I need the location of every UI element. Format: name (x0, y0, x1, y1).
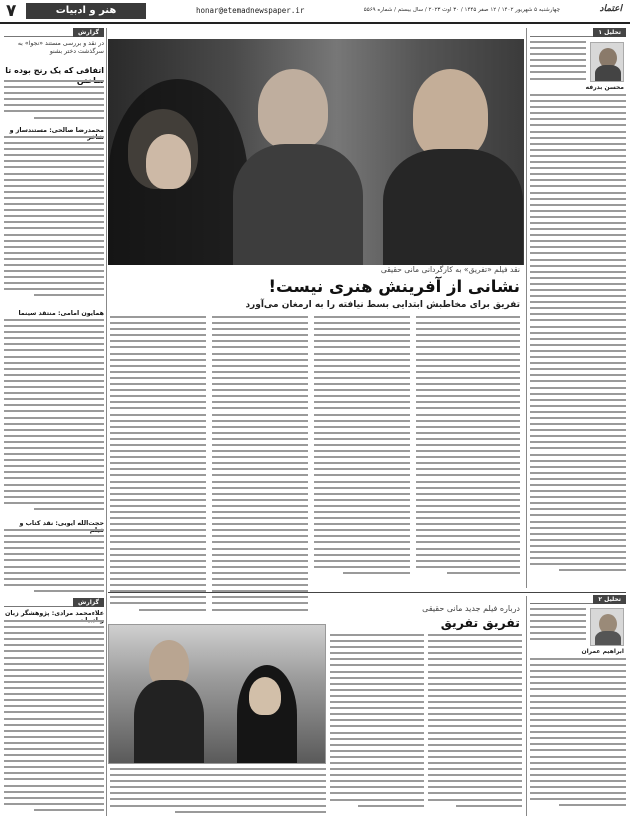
main-headline: نشانی از آفرینش هنری نیست! (268, 277, 520, 296)
main-body-col-3 (314, 316, 410, 586)
left-subhead-3: حجت‌الله ایوبی: نقد کتاب و (19, 520, 104, 527)
left-headline: اتفاقی که یک رنج بوده تا (5, 66, 104, 75)
actor-center-face (258, 69, 328, 149)
left-body-3 (4, 319, 104, 517)
actress-face-inner (146, 134, 191, 189)
second-story-title: تفریق تفریق (440, 615, 520, 630)
author-shoulders (595, 65, 621, 82)
dateline: چهارشنبه ۵ شهریور ۱۴۰۲ / ۱۲ صفر ۱۴۴۵ / ۳۰ اوت ۲۰۲۳ / سال بیستم / شماره ۵۵۶۹ (363, 7, 560, 13)
author-photo-2 (590, 608, 624, 646)
main-body-col-4 (416, 316, 520, 586)
second-story-kicker: درباره فیلم جدید مانی حقیقی (422, 604, 520, 613)
main-body-col-2 (212, 316, 308, 616)
second-body-col-2 (428, 634, 522, 816)
section-email[interactable]: honar@etemadnewspaper.ir (196, 6, 305, 15)
newspaper-logo: اعتماد (599, 4, 622, 14)
left-tagbar (4, 28, 104, 37)
author-name-2: ابراهیم عمران (581, 648, 624, 655)
actress-face-2 (249, 677, 281, 715)
left-subhead-1: محمدرضا صالحی: مستندساز و (9, 127, 104, 134)
left-body-5 (4, 620, 104, 816)
left-kicker: در نقد و بررسی مستند «نجوا» به سرگذشت دختر بشنو (17, 40, 104, 55)
right-tagbar-1 (530, 28, 626, 37)
film-still-photo (108, 39, 524, 265)
right-tag-2: تحلیل ۲ (593, 595, 626, 604)
main-caption: نقد فیلم «تفریق» به کارگردانی مانی حقیقی (380, 265, 520, 274)
section-title: هنر و ادبیات (26, 3, 146, 19)
author-name-1: محسن بدرفه (585, 84, 624, 91)
right-tagbar-2 (530, 595, 626, 604)
right-body-1 (530, 94, 626, 588)
right-body-intro-2 (530, 608, 586, 648)
author-photo-1 (590, 42, 624, 82)
right-tag-1: تحلیل ۱ (593, 28, 626, 37)
actor-right-face (413, 69, 488, 159)
actor-center-body (233, 144, 363, 265)
left-body-4 (4, 529, 104, 597)
left-body-1 (4, 80, 104, 125)
actor-right-body (383, 149, 523, 265)
page-number: ۷ (6, 1, 17, 21)
left-body-2 (4, 136, 104, 308)
left-bottom-tagbar (4, 598, 104, 607)
main-body-col-1 (110, 316, 206, 616)
column-divider (106, 28, 107, 816)
second-body-col-1 (330, 634, 424, 816)
author-shoulders-2 (595, 631, 621, 646)
left-subhead-2: همایون امامی: منتقد سینما (18, 310, 104, 317)
actor-body-2 (134, 680, 204, 764)
right-body-2 (530, 658, 626, 816)
left-tag: گزارش (73, 28, 104, 37)
right-divider (526, 28, 527, 588)
left-bottom-tag: گزارش (73, 598, 104, 607)
right-body-intro (530, 41, 586, 85)
main-subtitle: تفریق برای مخاطبش ابتدایی بسط نیافته را به ارمغان می‌آورد (245, 300, 520, 310)
left-bottom-headline: علاء‌محمد مرادی: پژوهشگر زبان (5, 610, 104, 617)
right-divider-2 (526, 596, 527, 816)
section-rule (108, 592, 626, 593)
page-header (0, 0, 630, 24)
second-body-under-photo (110, 768, 326, 816)
film-still-photo-2 (108, 624, 326, 764)
